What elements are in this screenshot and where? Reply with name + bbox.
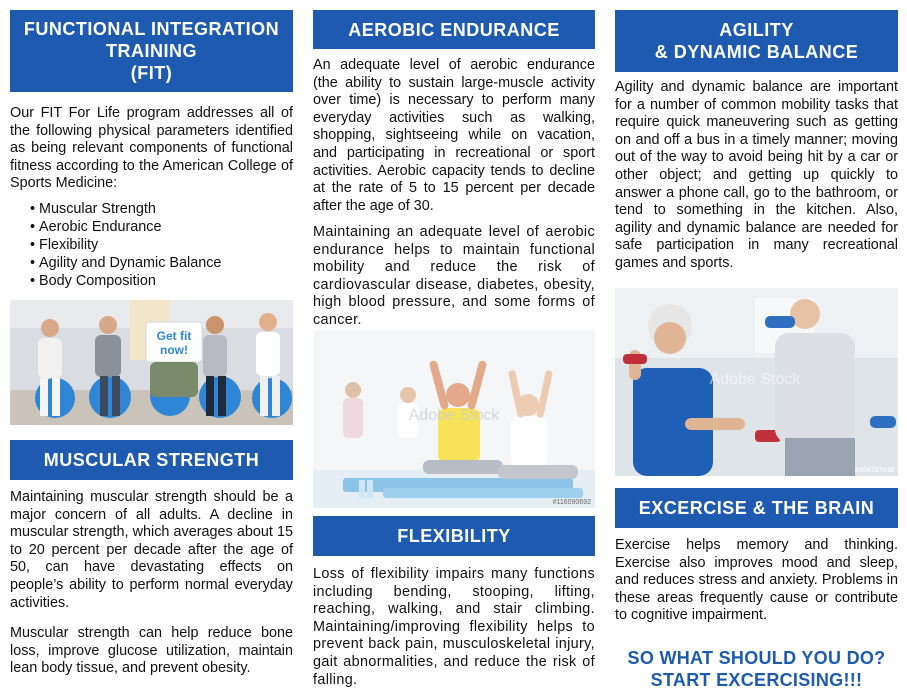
fit-header-line: (FIT) — [130, 63, 173, 83]
agility-header — [615, 10, 898, 72]
muscular-strength-header — [10, 440, 293, 480]
exercise-brain-header — [615, 488, 898, 528]
column-fit — [10, 0, 293, 700]
list-item: • Agility and Dynamic Balance — [30, 254, 293, 272]
sign-text: now! — [160, 343, 188, 357]
aerobic-header-text: AEROBIC ENDURANCE — [348, 19, 560, 40]
seniors-dumbbells-photo — [615, 288, 898, 476]
fit-header — [10, 10, 293, 92]
stock-id: #116090692 — [552, 499, 591, 506]
sign-text: Get fit — [156, 329, 192, 343]
brain-paragraph: Exercise helps memory and thinking. Exercise also improves mood and sleep, and reduces stress and anxiety. Problems in these areas frequently cause or contribute to cognitive impairment. — [615, 537, 898, 624]
cta-line: SO WHAT SHOULD YOU DO? — [627, 648, 886, 668]
stock-id: #104757418 — [855, 467, 894, 474]
muscular-header-text: MUSCULAR STRENGTH — [43, 450, 260, 470]
stock-watermark: Adobe Stock — [408, 407, 500, 424]
list-item: • Flexibility — [30, 236, 293, 254]
agility-header-line: & DYNAMIC BALANCE — [654, 42, 859, 62]
call-to-action — [615, 647, 898, 691]
list-item: • Body Composition — [30, 272, 293, 290]
agility-header-line: AGILITY — [719, 20, 794, 40]
muscular-paragraph-2: Muscular strength can help reduce bone loss, improve glucose utilization, maintain lean body tissue, and prevent obesity. — [10, 625, 293, 677]
parameter-list — [30, 200, 293, 290]
flexibility-header-text: FLEXIBILITY — [397, 526, 511, 546]
aerobic-paragraph-2: Maintaining an adequate level of aerobic endurance helps to maintain functional mobility and reduce the risk of cardiovascular disease, diabetes, obesity, high blood pressure, and some forms of cancer. — [313, 224, 595, 328]
stock-watermark: Adobe Stock — [709, 371, 801, 388]
column-agility — [615, 0, 898, 700]
cta-line: START EXCERCISING!!! — [650, 670, 863, 690]
column-aerobic — [313, 0, 595, 700]
flexibility-paragraph: Loss of flexibility impairs many functions including bending, stooping, lifting, reaching, walking, and stair climbing. Maintaining/improving flexibility helps to prevent back pain, musculoskeletal injury, gait abnormalities, and reduce the risk of falling. — [313, 566, 595, 688]
list-item: • Aerobic Endurance — [30, 218, 293, 236]
brain-header-text: EXCERCISE & THE BRAIN — [638, 498, 875, 518]
aerobic-endurance-header — [313, 10, 595, 49]
fit-intro: Our FIT For Life program addresses all of the following physical parameters identified as being relevant components of functional fitness according to the American College of Sports Medicine: — [10, 105, 293, 192]
group-exercise-balls-photo — [10, 300, 293, 425]
seniors-stretching-photo — [313, 330, 595, 508]
fit-header-line: FUNCTIONAL INTEGRATION — [23, 19, 280, 39]
fit-header-line: TRAINING — [106, 41, 197, 61]
aerobic-paragraph-1: An adequate level of aerobic endurance (the ability to sustain large-muscle activity over time) is necessary to perform many everyday activities such as walking, shopping, sightseeing while on vacation, and participating in recreational or sport activities. Aerobic capacity tends to decline at the rate of 5 to 15 percent per decade after the age of 30. — [313, 57, 595, 214]
muscular-paragraph-1: Maintaining muscular strength should be a major concern of all adults. A decline in muscular strength, which averages about 15 to 20 percent per decade after the age of 50, can have devastating effects on people’s ability to perform normal everyday activities. — [10, 489, 293, 611]
agility-paragraph: Agility and dynamic balance are important for a number of common mobility tasks that require quick maneuvering such as getting on and off a bus in a timely manner; moving out of the way to avoid being hit by a car or other object; and getting up quickly to answer a phone call, go to the bathroom, or tend to something in the kitchen. Also, agility and dynamic balance are needed for safe participation in many recreational games and sports. — [615, 79, 898, 271]
list-item: • Muscular Strength — [30, 200, 293, 218]
flexibility-header — [313, 516, 595, 556]
